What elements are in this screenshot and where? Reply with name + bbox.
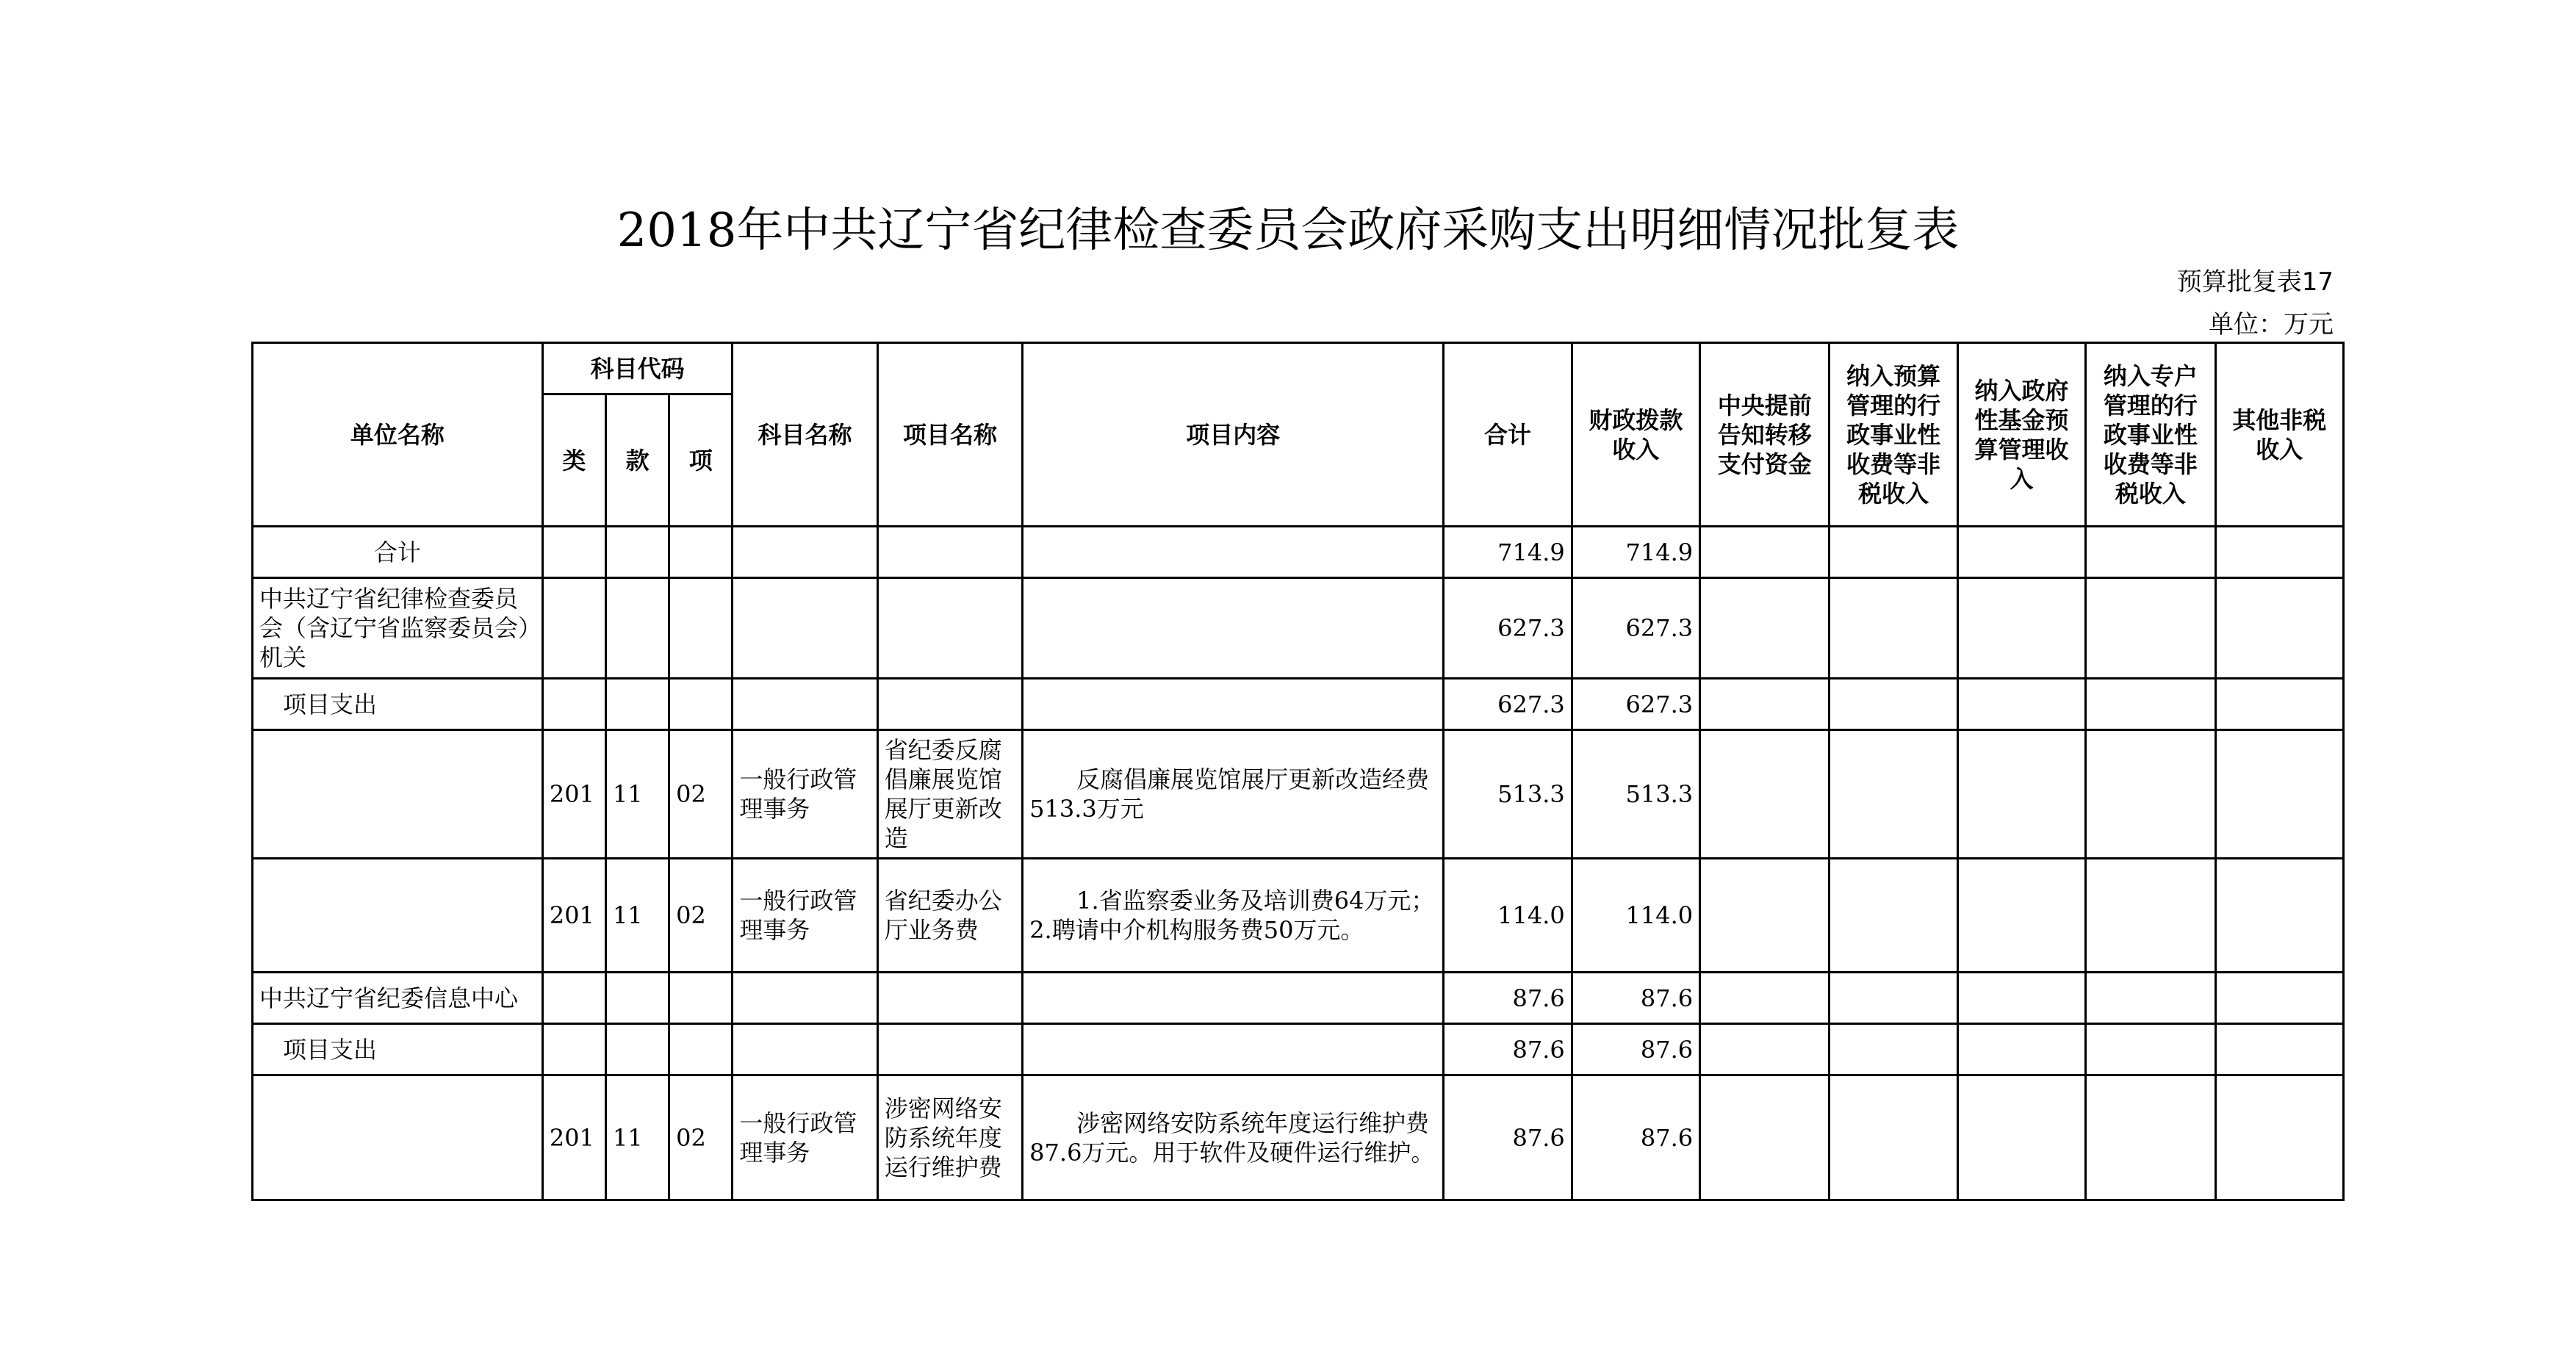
cell-unit-name: 项目支出 [253, 679, 543, 730]
header-fiscal: 财政拨款收入 [1572, 343, 1699, 527]
header-code: 科目代码 [542, 343, 733, 394]
cell-lei: 201 [542, 730, 605, 859]
cell-special [2086, 859, 2215, 973]
cell-central [1700, 679, 1830, 730]
cell-subject: 一般行政管理事务 [733, 730, 877, 859]
page-title: 2018年中共辽宁省纪律检查委员会政府采购支出明细情况批复表 [616, 203, 1960, 258]
cell-subject [733, 527, 877, 578]
cell-nontax [1830, 578, 1957, 679]
unit-label: 单位：万元 [2209, 310, 2334, 339]
cell-subject [733, 578, 877, 679]
cell-content [1023, 527, 1444, 578]
cell-xiang [669, 679, 733, 730]
table-row [253, 730, 2344, 859]
cell-fund [1957, 1075, 2085, 1200]
cell-central [1700, 730, 1830, 859]
cell-lei [542, 527, 605, 578]
cell-fund [1957, 578, 2085, 679]
cell-special [2086, 1075, 2215, 1200]
cell-other [2215, 1024, 2343, 1075]
cell-fiscal: 627.3 [1572, 679, 1699, 730]
cell-lei: 201 [542, 1075, 605, 1200]
cell-fiscal: 513.3 [1572, 730, 1699, 859]
cell-lei [542, 1024, 605, 1075]
cell-project [877, 578, 1022, 679]
cell-other [2215, 973, 2343, 1024]
table-row [253, 527, 2344, 578]
cell-project: 涉密网络安防系统年度运行维护费 [877, 1075, 1022, 1200]
table-row [253, 679, 2344, 730]
cell-project [877, 527, 1022, 578]
cell-other [2215, 679, 2343, 730]
cell-kuan: 11 [606, 1075, 669, 1200]
cell-content [1023, 1024, 1444, 1075]
cell-central [1700, 1075, 1830, 1200]
cell-unit-name [253, 859, 543, 973]
procurement-table [251, 342, 2345, 1201]
cell-lei: 201 [542, 859, 605, 973]
header-central: 中央提前告知转移支付资金 [1700, 343, 1830, 527]
cell-special [2086, 1024, 2215, 1075]
cell-kuan [606, 973, 669, 1024]
cell-nontax [1830, 730, 1957, 859]
header-lei: 类 [542, 394, 605, 527]
cell-unit-name: 中共辽宁省纪委信息中心 [253, 973, 543, 1024]
cell-subject: 一般行政管理事务 [733, 1075, 877, 1200]
cell-nontax [1830, 973, 1957, 1024]
cell-unit-name: 项目支出 [253, 1024, 543, 1075]
cell-total: 114.0 [1444, 859, 1572, 973]
cell-unit-name [253, 730, 543, 859]
cell-other [2215, 730, 2343, 859]
cell-kuan [606, 578, 669, 679]
header-kuan: 款 [606, 394, 669, 527]
cell-unit-name: 中共辽宁省纪律检查委员会（含辽宁省监察委员会）机关 [253, 578, 543, 679]
cell-lei [542, 578, 605, 679]
cell-xiang [669, 527, 733, 578]
cell-content: 反腐倡廉展览馆展厅更新改造经费513.3万元 [1023, 730, 1444, 859]
header-subject: 科目名称 [733, 343, 877, 527]
header-fund: 纳入政府性基金预算管理收入 [1957, 343, 2085, 527]
cell-kuan: 11 [606, 859, 669, 973]
cell-special [2086, 527, 2215, 578]
cell-project [877, 679, 1022, 730]
cell-fund [1957, 859, 2085, 973]
cell-central [1700, 527, 1830, 578]
header-project: 项目名称 [877, 343, 1022, 527]
cell-unit-name [253, 1075, 543, 1200]
cell-nontax [1830, 859, 1957, 973]
cell-other [2215, 578, 2343, 679]
cell-fund [1957, 973, 2085, 1024]
cell-fiscal: 87.6 [1572, 1024, 1699, 1075]
cell-project [877, 973, 1022, 1024]
cell-nontax [1830, 679, 1957, 730]
table-row [253, 1075, 2344, 1200]
cell-total: 87.6 [1444, 1024, 1572, 1075]
cell-central [1700, 578, 1830, 679]
cell-fund [1957, 679, 2085, 730]
cell-fiscal: 627.3 [1572, 578, 1699, 679]
table-row [253, 973, 2344, 1024]
cell-content [1023, 973, 1444, 1024]
cell-subject [733, 1024, 877, 1075]
cell-nontax [1830, 527, 1957, 578]
cell-content: 1.省监察委业务及培训费64万元； 2.聘请中介机构服务费50万元。 [1023, 859, 1444, 973]
cell-fund [1957, 1024, 2085, 1075]
cell-lei [542, 973, 605, 1024]
cell-xiang: 02 [669, 730, 733, 859]
cell-project [877, 1024, 1022, 1075]
table-row [253, 859, 2344, 973]
cell-special [2086, 730, 2215, 859]
cell-kuan [606, 1024, 669, 1075]
cell-central [1700, 859, 1830, 973]
cell-fund [1957, 527, 2085, 578]
cell-nontax [1830, 1024, 1957, 1075]
cell-subject [733, 679, 877, 730]
cell-total: 714.9 [1444, 527, 1572, 578]
header-nontax: 纳入预算管理的行政事业性收费等非税收入 [1830, 343, 1957, 527]
cell-fiscal: 87.6 [1572, 973, 1699, 1024]
cell-xiang [669, 1024, 733, 1075]
cell-other [2215, 1075, 2343, 1200]
cell-central [1700, 1024, 1830, 1075]
table-row [253, 1024, 2344, 1075]
cell-other [2215, 527, 2343, 578]
cell-content [1023, 679, 1444, 730]
cell-subject: 一般行政管理事务 [733, 859, 877, 973]
cell-fiscal: 87.6 [1572, 1075, 1699, 1200]
cell-project: 省纪委办公厅业务费 [877, 859, 1022, 973]
cell-nontax [1830, 1075, 1957, 1200]
cell-central [1700, 973, 1830, 1024]
cell-fiscal: 714.9 [1572, 527, 1699, 578]
cell-kuan [606, 679, 669, 730]
header-xiang: 项 [669, 394, 733, 527]
cell-xiang [669, 973, 733, 1024]
cell-lei [542, 679, 605, 730]
cell-xiang [669, 578, 733, 679]
cell-special [2086, 679, 2215, 730]
cell-total: 87.6 [1444, 973, 1572, 1024]
cell-special [2086, 578, 2215, 679]
cell-xiang: 02 [669, 1075, 733, 1200]
form-number: 预算批复表17 [2176, 267, 2334, 297]
cell-fiscal: 114.0 [1572, 859, 1699, 973]
cell-project: 省纪委反腐倡廉展览馆展厅更新改造 [877, 730, 1022, 859]
cell-subject [733, 973, 877, 1024]
header-content: 项目内容 [1023, 343, 1444, 527]
cell-total: 627.3 [1444, 679, 1572, 730]
cell-total: 627.3 [1444, 578, 1572, 679]
cell-total: 87.6 [1444, 1075, 1572, 1200]
cell-special [2086, 973, 2215, 1024]
cell-other [2215, 859, 2343, 973]
cell-kuan: 11 [606, 730, 669, 859]
cell-unit-name: 合计 [253, 527, 543, 578]
cell-fund [1957, 730, 2085, 859]
cell-content [1023, 578, 1444, 679]
cell-content: 涉密网络安防系统年度运行维护费87.6万元。用于软件及硬件运行维护。 [1023, 1075, 1444, 1200]
cell-xiang: 02 [669, 859, 733, 973]
table-row [253, 578, 2344, 679]
header-special: 纳入专户管理的行政事业性收费等非税收入 [2086, 343, 2215, 527]
cell-kuan [606, 527, 669, 578]
header-other: 其他非税收入 [2215, 343, 2343, 527]
cell-total: 513.3 [1444, 730, 1572, 859]
header-unit-name: 单位名称 [253, 343, 543, 527]
header-total: 合计 [1444, 343, 1572, 527]
